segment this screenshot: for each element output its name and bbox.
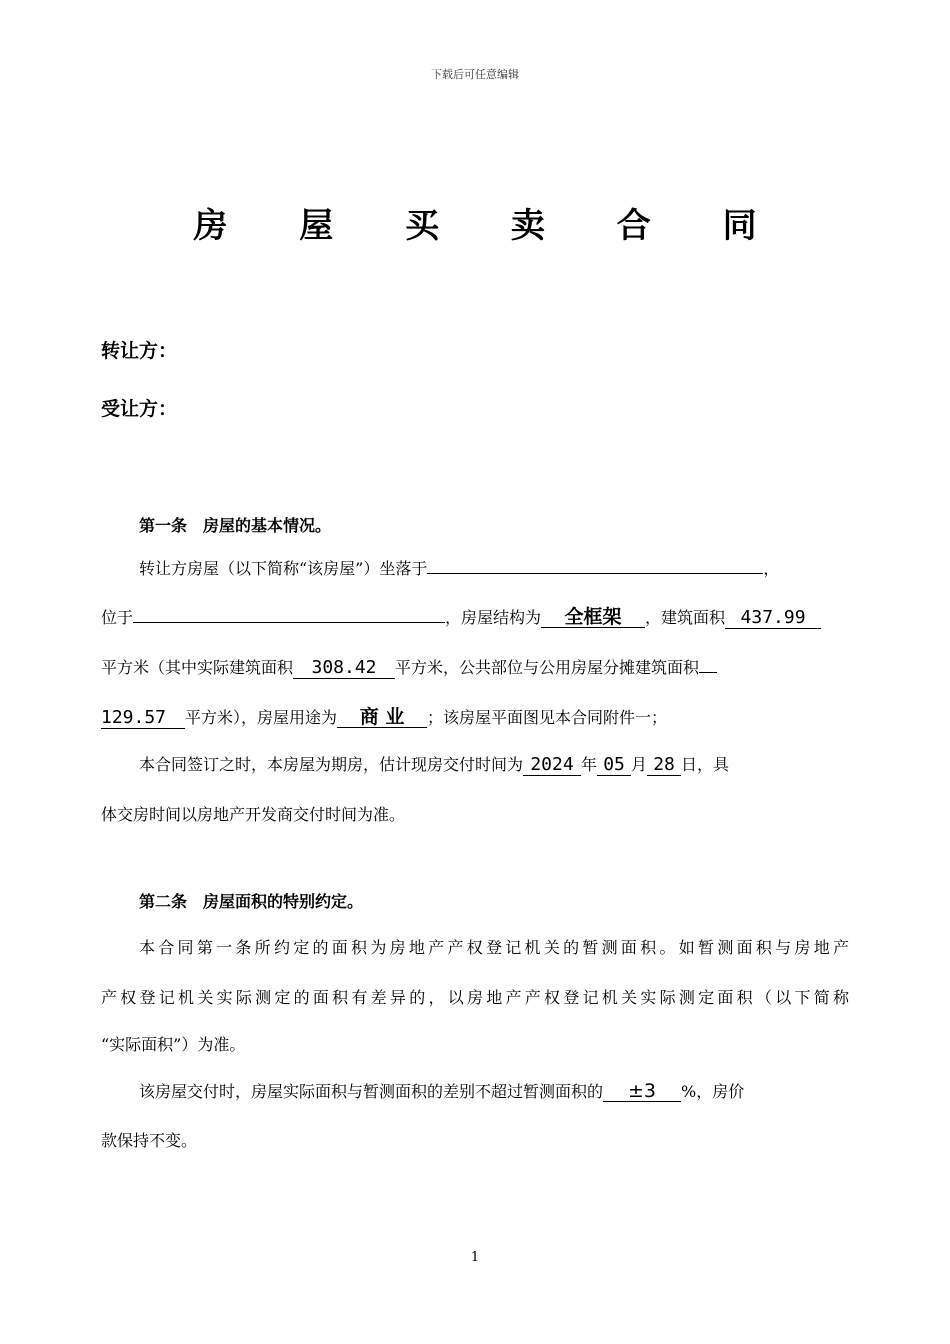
article-2-line-2: 产权登记机关实际测定的面积有差异的，以房地产产权登记机关实际测定面积（以下简称	[101, 988, 849, 1007]
year-field[interactable]: 2024	[523, 755, 581, 776]
day-field[interactable]: 28	[647, 755, 681, 776]
article-1-line-3	[101, 655, 849, 679]
article-2-line-3: “实际面积”）为准。	[101, 1035, 246, 1054]
text: 平方米，公共部位与公用房屋分摊建筑面积	[395, 658, 700, 677]
transferee-label: 受让方：	[101, 398, 178, 420]
text: ，建筑面积	[645, 608, 726, 627]
usage-field[interactable]: 商 业	[337, 707, 427, 728]
article-2-line-5	[101, 1128, 849, 1151]
article-1-line-6	[101, 802, 849, 825]
building-area-field[interactable]: 437.99	[725, 608, 821, 629]
text: 体交房时间以房地产开发商交付时间为准。	[101, 805, 406, 824]
text: 转让方房屋（以下简称“该房屋”）坐落于	[139, 559, 428, 578]
text: 年	[581, 755, 598, 774]
text: ，房屋结构为	[445, 608, 542, 627]
article-1-line-5	[139, 752, 849, 776]
text: 日，具	[681, 755, 730, 774]
text: 款保持不变。	[101, 1131, 198, 1150]
article-1-line-1	[139, 556, 849, 579]
article-1-line-2	[101, 605, 849, 629]
actual-area-field[interactable]: 308.42	[293, 658, 395, 679]
shared-area-underline	[699, 658, 717, 673]
location-blank[interactable]	[427, 559, 763, 574]
page-number: 1	[470, 1250, 480, 1265]
article-2-heading: 第二条 房屋面积的特别约定。	[139, 892, 364, 911]
text: 位于	[101, 608, 134, 627]
structure-field[interactable]: 全框架	[541, 607, 645, 628]
text: %，房价	[681, 1082, 745, 1101]
shared-area-field[interactable]: 129.57	[101, 708, 185, 729]
text: ，	[763, 559, 780, 578]
text: 平方米（其中实际建筑面积	[101, 658, 294, 677]
text: 月	[631, 755, 648, 774]
article-1-heading: 第一条 房屋的基本情况。	[139, 516, 332, 535]
article-2-line-1: 本合同第一条所约定的面积为房地产产权登记机关的暂测面积。如暂测面积与房地产	[139, 938, 849, 957]
text: 平方米），房屋用途为	[185, 708, 338, 727]
text: 本合同签订之时，本房屋为期房，估计现房交付时间为	[139, 755, 524, 774]
text: ；该房屋平面图见本合同附件一；	[427, 708, 668, 727]
transferor-label: 转让方：	[101, 340, 178, 362]
district-blank[interactable]	[133, 608, 445, 623]
month-field[interactable]: 05	[597, 755, 631, 776]
article-1-line-4	[101, 705, 849, 729]
article-2-line-4	[139, 1079, 849, 1102]
tolerance-field[interactable]: ±3	[603, 1081, 681, 1102]
page-header-note: 下载后可任意编辑	[431, 68, 519, 81]
text: 该房屋交付时，房屋实际面积与暂测面积的差别不超过暂测面积的	[139, 1082, 604, 1101]
contract-title: 房 屋 买 卖 合 同	[193, 206, 787, 246]
